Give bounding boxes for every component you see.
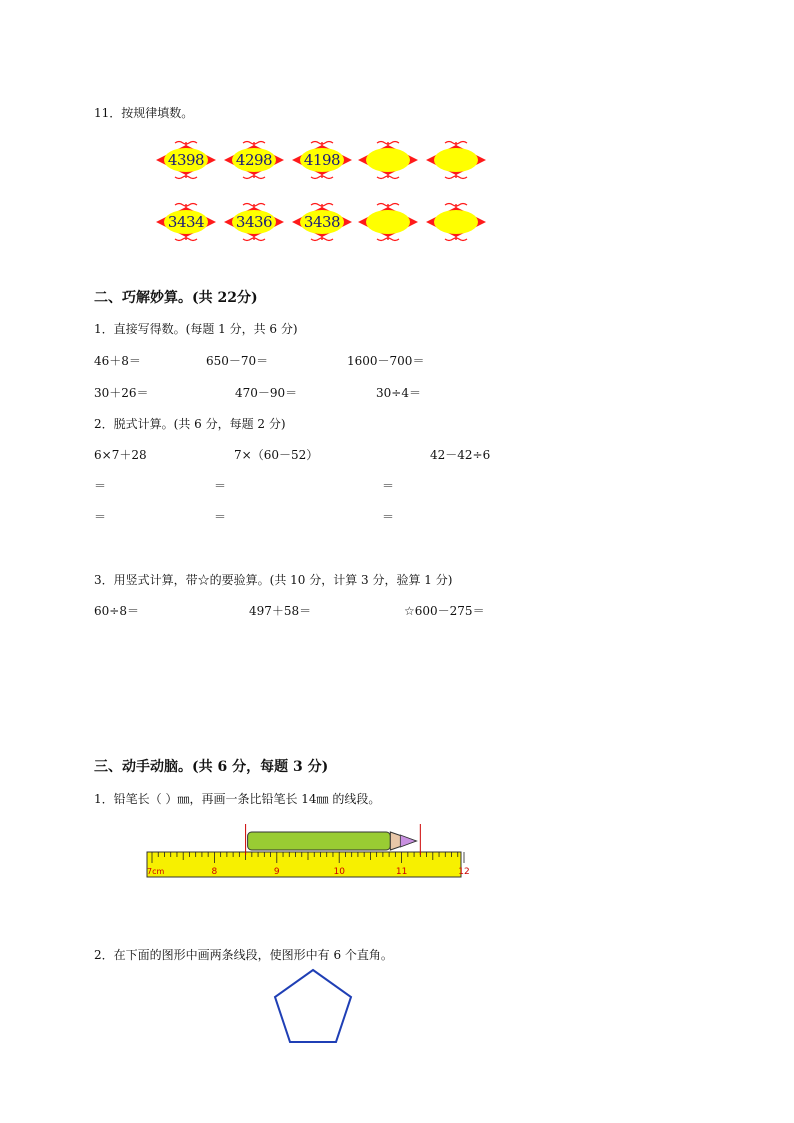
q11-text: 按规律填数。 xyxy=(121,106,194,120)
lantern xyxy=(425,202,487,242)
lantern-number xyxy=(431,213,481,231)
s2-q2-item-2: 7×（60－52） xyxy=(234,448,319,462)
lantern xyxy=(223,140,285,180)
s3-q1-text: 1．铅笔长（ ）㎜，再画一条比铅笔长 14㎜ 的线段。 xyxy=(94,792,381,806)
lantern xyxy=(291,202,353,242)
ruler-svg xyxy=(145,822,470,882)
lantern xyxy=(155,140,217,180)
equals-sign: ＝ xyxy=(382,510,395,524)
equals-sign: ＝ xyxy=(382,479,395,493)
s2-q2-text: 2．脱式计算。(共 6 分，每题 2 分) xyxy=(94,417,286,431)
lantern-number xyxy=(431,151,481,169)
pentagon-shape xyxy=(270,966,356,1048)
lantern-number: 4398 xyxy=(167,151,205,169)
section-3-title: 三、动手动脑。(共 6 分，每题 3 分) xyxy=(94,759,329,775)
lantern-number: 4298 xyxy=(235,151,273,169)
s2-q2-item-1: 6×7＋28 xyxy=(94,448,147,462)
lantern xyxy=(357,202,419,242)
pencil-body xyxy=(248,832,391,850)
s2-q3-item-3: ☆600－275＝ xyxy=(404,604,485,618)
lantern xyxy=(291,140,353,180)
ruler-tick-label: 12 xyxy=(458,867,470,877)
lantern xyxy=(155,202,217,242)
pencil-lead xyxy=(400,835,416,847)
s2-q1-item-5: 470－90＝ xyxy=(235,386,298,400)
s2-q3-item-2: 497＋58＝ xyxy=(249,604,312,618)
equals-sign: ＝ xyxy=(214,479,227,493)
ruler-unit-label: 7cm xyxy=(147,867,165,876)
s2-q1-item-2: 650－70＝ xyxy=(206,354,269,368)
ruler-tick-label: 11 xyxy=(395,867,408,877)
s2-q1-item-6: 30÷4＝ xyxy=(376,386,421,400)
equals-sign: ＝ xyxy=(94,479,107,493)
q11-label xyxy=(94,106,193,120)
lantern-number: 3434 xyxy=(167,213,205,231)
q11-number: 11． xyxy=(94,106,122,120)
lantern-number xyxy=(363,151,413,169)
ruler-tick-label: 10 xyxy=(333,867,345,877)
s2-q2-item-3: 42－42÷6 xyxy=(430,448,491,462)
lantern xyxy=(425,140,487,180)
ruler-tick-label: 8 xyxy=(211,867,218,877)
ruler-tick-label: 9 xyxy=(273,867,280,877)
s2-q1-item-4: 30＋26＝ xyxy=(94,386,149,400)
s2-q1-item-1: 46＋8＝ xyxy=(94,354,141,368)
section-2-title: 二、巧解妙算。(共 22分) xyxy=(94,290,258,306)
s2-q3-text: 3．用竖式计算，带☆的要验算。(共 10 分，计算 3 分，验算 1 分) xyxy=(94,573,453,587)
s2-q1-item-3: 1600－700＝ xyxy=(347,354,425,368)
lantern-number: 3436 xyxy=(235,213,273,231)
equals-sign: ＝ xyxy=(214,510,227,524)
lantern-number: 4198 xyxy=(303,151,341,169)
s2-q1-text: 1．直接写得数。(每题 1 分，共 6 分) xyxy=(94,322,298,336)
s3-q2-text: 2．在下面的图形中画两条线段，使图形中有 6 个直角。 xyxy=(94,948,393,962)
lantern-number xyxy=(363,213,413,231)
lantern xyxy=(223,202,285,242)
pentagon-figure xyxy=(270,966,356,1048)
lantern-number: 3438 xyxy=(303,213,341,231)
equals-sign: ＝ xyxy=(94,510,107,524)
ruler-figure xyxy=(145,822,470,882)
lantern xyxy=(357,140,419,180)
s2-q3-item-1: 60÷8＝ xyxy=(94,604,139,618)
